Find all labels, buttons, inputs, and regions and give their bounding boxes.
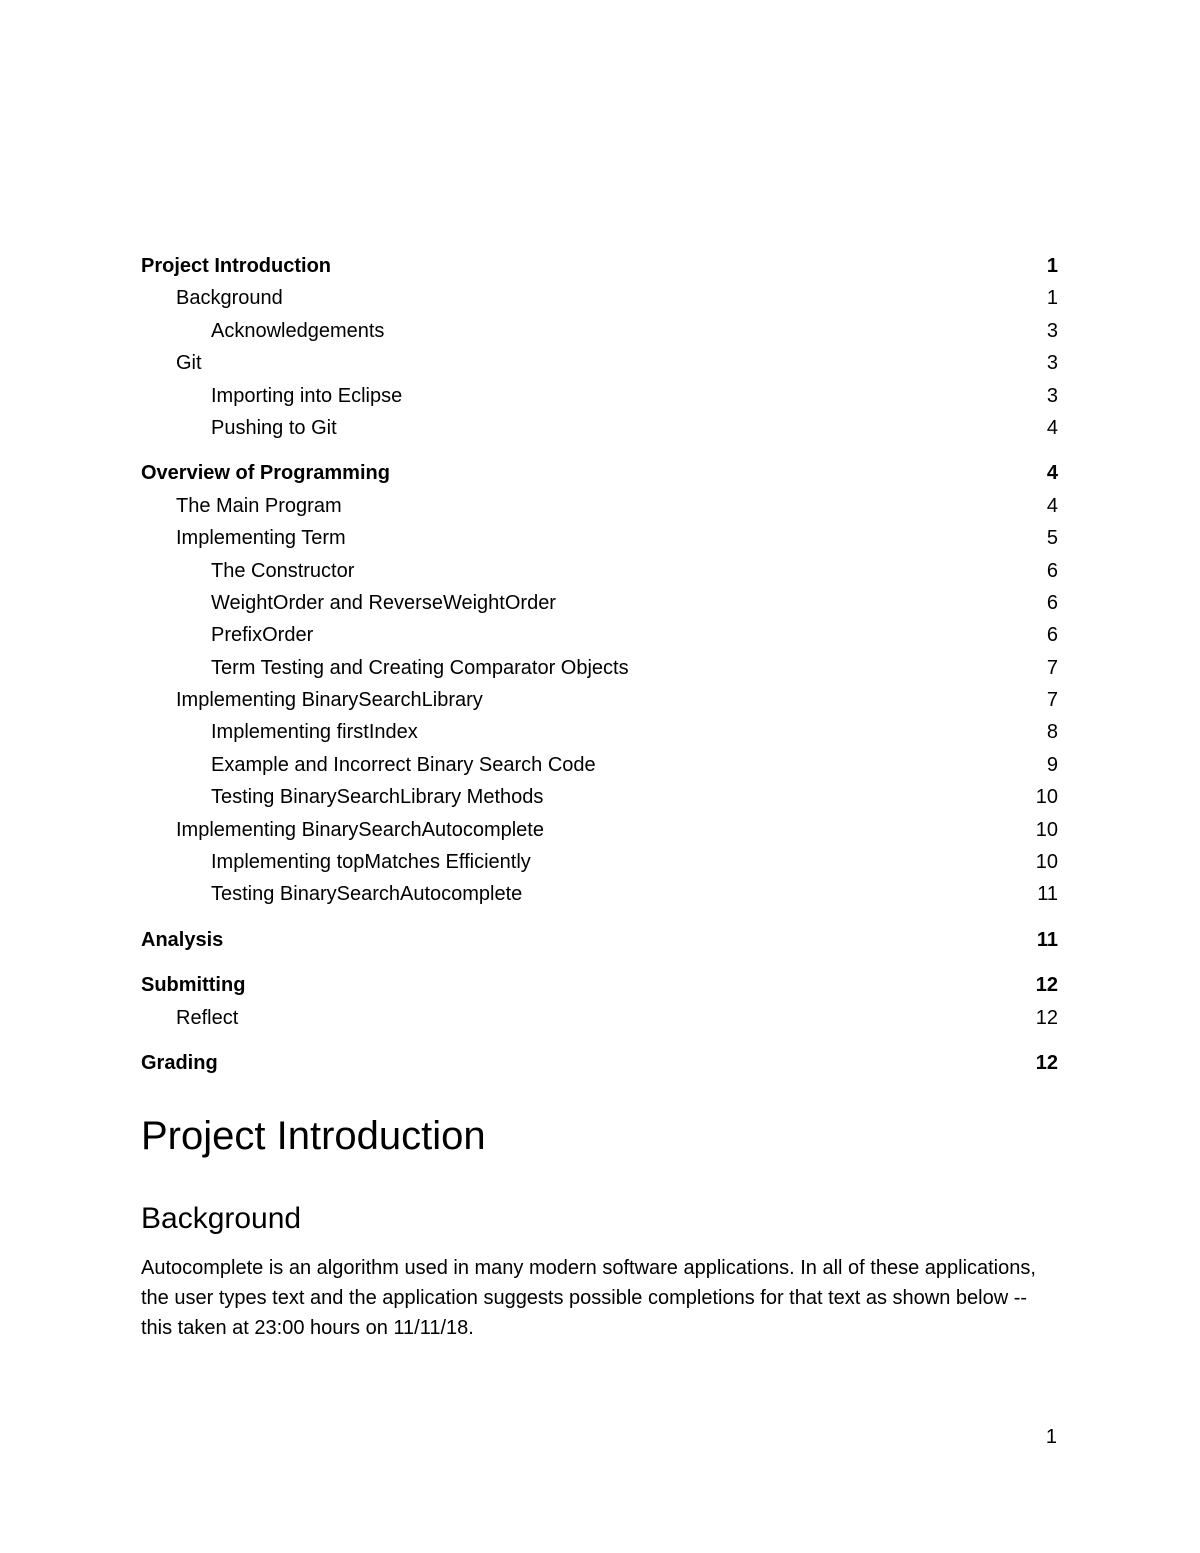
toc-entry-page: 3 <box>1046 384 1058 407</box>
toc-entry-page: 12 <box>1035 1051 1058 1074</box>
toc-entry[interactable] <box>141 490 1058 522</box>
toc-entry-page: 4 <box>1046 494 1058 517</box>
toc-entry-title: Implementing topMatches Efficiently <box>211 851 531 874</box>
toc-entry[interactable] <box>141 555 1058 587</box>
toc-entry-title: Reflect <box>176 1006 239 1029</box>
section-heading-project-introduction: Project Introduction <box>141 1114 486 1158</box>
toc-entry-title: Analysis <box>141 928 224 951</box>
toc-entry[interactable] <box>141 412 1058 444</box>
toc-entry-title: Overview of Programming <box>141 462 390 485</box>
toc-entry-page: 9 <box>1046 753 1058 776</box>
toc-entry[interactable] <box>141 924 1058 956</box>
toc-entry-title: Pushing to Git <box>211 416 337 439</box>
subsection-heading-background: Background <box>141 1202 302 1235</box>
toc-entry[interactable] <box>141 347 1058 379</box>
background-paragraph: Autocomplete is an algorithm used in many modern software applications. In all of these applications, the user types text and the application suggests possible completions for that text as shown below -- this taken at 23:00 hours on 11/11/18. <box>141 1257 1036 1339</box>
toc-entry-title: Grading <box>141 1051 218 1074</box>
toc-entry-title: Importing into Eclipse <box>211 384 403 407</box>
toc-entry[interactable] <box>141 781 1058 813</box>
toc-entry-title: The Main Program <box>176 494 342 517</box>
toc-entry-title: Implementing Term <box>176 527 346 550</box>
toc-entry[interactable] <box>141 282 1058 314</box>
toc-entry-page: 6 <box>1046 624 1058 647</box>
toc-entry-title: Git <box>176 352 202 375</box>
toc-entry-page: 7 <box>1046 656 1058 679</box>
toc-entry-page: 10 <box>1035 786 1058 809</box>
toc-entry[interactable] <box>141 1047 1058 1079</box>
toc-entry-page: 12 <box>1035 1006 1058 1029</box>
toc-entry-title: Submitting <box>141 974 246 997</box>
toc-entry[interactable] <box>141 250 1058 282</box>
toc-entry-title: Project Introduction <box>141 255 331 277</box>
toc-entry-page: 11 <box>1036 928 1058 951</box>
toc-entry-title: Implementing BinarySearchLibrary <box>176 689 483 712</box>
toc-entry[interactable] <box>141 684 1058 716</box>
toc-entry-page: 4 <box>1046 462 1058 485</box>
toc-entry-page: 12 <box>1035 974 1058 997</box>
toc-entry-title: WeightOrder and ReverseWeightOrder <box>211 591 556 614</box>
toc-entry[interactable] <box>141 380 1058 412</box>
toc-entry-title: The Constructor <box>211 559 355 582</box>
toc-entry[interactable] <box>141 749 1058 781</box>
toc-entry-title: PrefixOrder <box>211 624 314 647</box>
toc-entry-page: 10 <box>1035 851 1058 874</box>
toc-entry-page: 7 <box>1046 689 1058 712</box>
toc-entry[interactable] <box>141 457 1058 489</box>
toc-entry[interactable] <box>141 878 1058 910</box>
toc-entry[interactable] <box>141 522 1058 554</box>
toc-entry-page: 3 <box>1046 352 1058 375</box>
toc-entry-page: 8 <box>1046 721 1058 744</box>
toc-entry[interactable] <box>141 814 1058 846</box>
toc-entry[interactable] <box>141 969 1058 1001</box>
toc-entry[interactable] <box>141 652 1058 684</box>
toc-entry-title: Term Testing and Creating Comparator Objects <box>211 656 629 679</box>
toc-entry-title: Implementing BinarySearchAutocomplete <box>176 818 544 841</box>
toc-entry[interactable] <box>141 1002 1058 1034</box>
toc-entry-page: 1 <box>1046 287 1058 310</box>
toc-entry[interactable] <box>141 716 1058 748</box>
toc-entry-title: Implementing firstIndex <box>211 721 418 744</box>
toc-entry-page: 4 <box>1046 416 1058 439</box>
toc-entry-title: Testing BinarySearchLibrary Methods <box>211 786 544 809</box>
toc-entry-page: 5 <box>1046 527 1058 550</box>
toc-entry-page: 10 <box>1035 818 1058 841</box>
toc-entry[interactable] <box>141 846 1058 878</box>
toc-entry-page: 1 <box>1046 255 1058 277</box>
toc-entry[interactable] <box>141 619 1058 651</box>
toc-entry-title: Example and Incorrect Binary Search Code <box>211 753 596 776</box>
toc-entry-title: Acknowledgements <box>211 319 385 342</box>
toc-entry-page: 6 <box>1046 559 1058 582</box>
toc-entry-page: 6 <box>1046 591 1058 614</box>
toc-entry[interactable] <box>141 315 1058 347</box>
toc-entry[interactable] <box>141 587 1058 619</box>
toc-entry-page: 11 <box>1037 883 1058 906</box>
table-of-contents <box>141 250 1058 1079</box>
toc-entry-page: 3 <box>1046 319 1058 342</box>
page-number: 1 <box>1045 1426 1057 1448</box>
toc-entry-title: Background <box>176 287 283 310</box>
toc-entry-title: Testing BinarySearchAutocomplete <box>211 883 523 906</box>
